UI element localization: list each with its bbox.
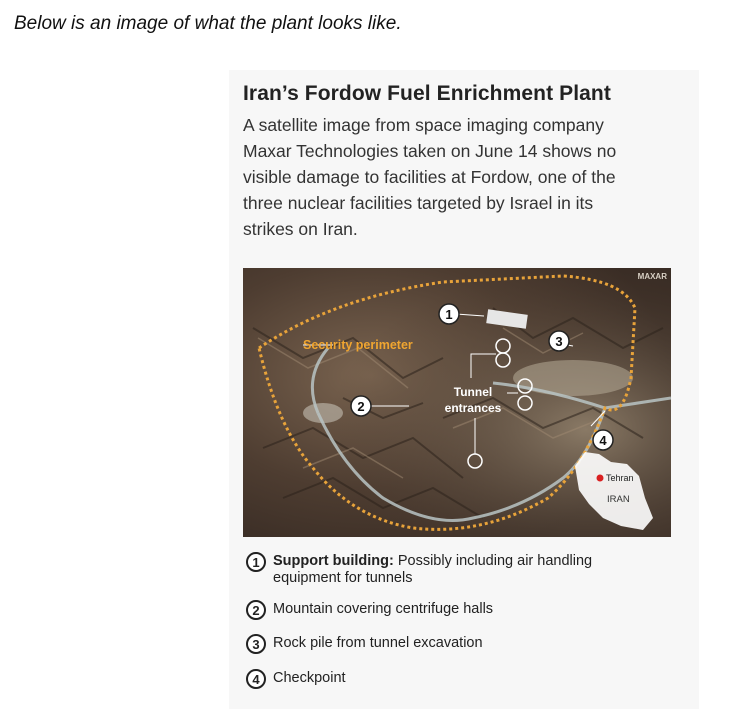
- maxar-credit: MAXAR: [637, 272, 667, 281]
- legend-text-2: Mountain covering centrifuge halls: [273, 601, 494, 617]
- marker-2: 2: [357, 399, 365, 414]
- graphic-description: A satellite image from space imaging company Maxar Technologies taken on June 14 shows no visible damage to facilities at Fordow, one of the three nuclear facilities targeted by Israel in its strikes on Iran.: [243, 115, 617, 239]
- legend-text-3: Rock pile from tunnel excavation: [273, 635, 483, 651]
- tunnel-label-line2: entrances: [444, 401, 502, 415]
- legend-text-1: Possibly including air handling equipment for tunnels: [273, 553, 593, 586]
- satellite-map: [243, 268, 671, 537]
- legend-item-2: [246, 601, 633, 620]
- satellite-image: [243, 268, 671, 537]
- legend-item-4: [246, 670, 633, 689]
- security-perimeter-label: Security perimeter: [303, 338, 413, 352]
- legend-number-4: 4: [246, 669, 266, 689]
- graphic-title: Iran’s Fordow Fuel Enrichment Plant: [243, 82, 611, 105]
- inset-city-label: Tehran: [606, 473, 634, 483]
- marker-1: 1: [445, 307, 453, 322]
- legend-number-2: 2: [246, 600, 266, 620]
- marker-4: 4: [599, 433, 607, 448]
- legend-text-4: Checkpoint: [273, 670, 346, 686]
- legend-item-1: [246, 553, 633, 587]
- legend-item-3: [246, 635, 633, 654]
- inset-country-label: IRAN: [607, 494, 630, 505]
- legend-number-3: 3: [246, 634, 266, 654]
- tunnel-label-line1: Tunnel: [453, 385, 493, 399]
- legend-bold-1: Support building:: [273, 553, 394, 569]
- marker-3: 3: [555, 334, 563, 349]
- intro-text: Below is an image of what the plant looks like.: [14, 13, 402, 34]
- legend-number-1: 1: [246, 552, 266, 572]
